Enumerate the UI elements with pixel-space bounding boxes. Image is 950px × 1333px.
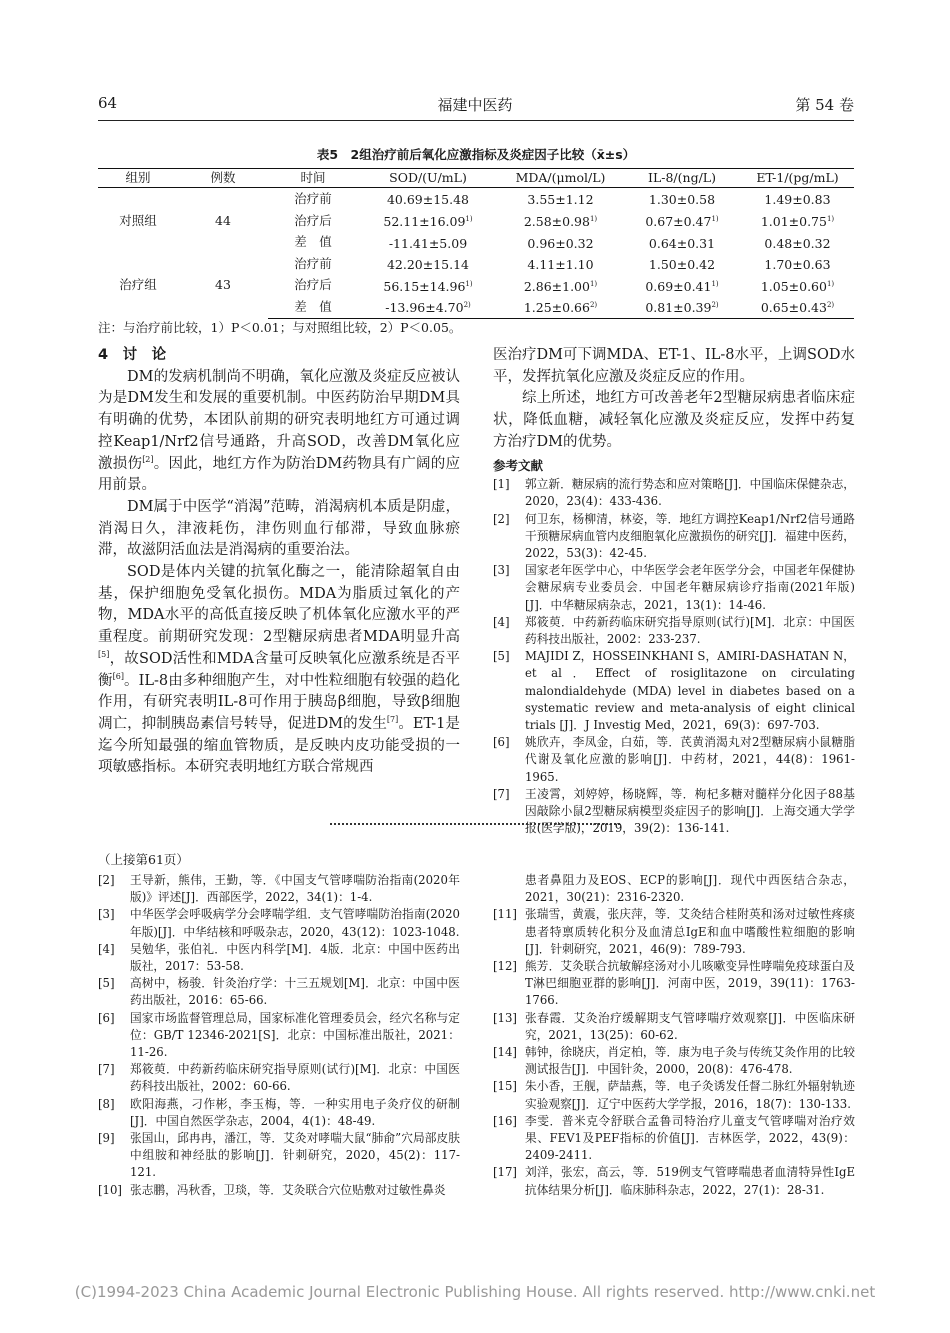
reference-text: 朱小香，王舰，萨喆燕，等．电子灸诱发任督二脉红外辐射轨迹实验观察[J]．辽宁中医药大学学报，2016，18(7)：130-133. (525, 1079, 855, 1111)
paragraph: SOD是体内关键的抗氧化酶之一，能清除超氧自由基，保护细胞免受氧化损伤。MDA为脂质过氧化的产物，MDA水平的高低直接反映了机体氧化应激水平的严重程度。前期研究发现：2型糖尿病患者MDA明显升高[5]，故SOD活性和MDA含量可反映氧化应激系统是否平衡[6]。IL-8由多种细胞产生，对中性粒细胞有较强的趋化作用，有研究表明IL-8可作用于胰岛β细胞，导致β细胞凋亡，抑制胰岛素信号转导，促进DM的发生[7]。ET-1是迄今所知最强的缩血管物质，是反映内皮功能受损的一项敏感指标。本研究表明地红方联合常规西 (98, 564, 461, 776)
table-row (98, 253, 854, 275)
il8-cell: $0.67\pm 0.47^{1)}$ (645, 214, 719, 230)
time-cell: 治疗前 (294, 255, 332, 271)
time-cell: 治疗前 (294, 190, 332, 206)
copyright-footer: (C)1994-2023 China Academic Journal Electronic Publishing House. All rights reserved. http://www.cnki.net (74, 1283, 876, 1301)
reference-item (493, 511, 855, 563)
reference-text: 王导新，熊伟，王勤，等．《中国支气管哮喘防治指南(2020年版)》评述[J]．西部医学，2022，34(1)：1-4. (130, 873, 460, 905)
time-cell: 差 值 (268, 296, 358, 318)
group-name: 治疗组 (119, 277, 157, 293)
reference-item (98, 1130, 460, 1182)
reference-item (98, 941, 460, 975)
reference-number: [2] (493, 511, 510, 526)
continuation-right-list (493, 872, 855, 1199)
mda-cell: 3.55±1.12 (527, 192, 594, 208)
reference-text: 张春霞．艾灸治疗缓解期支气管哮喘疗效观察[J]．中医临床研究，2021，13(25)：60-62. (525, 1010, 855, 1042)
header-et1: ET-1/(pg/mL) (741, 169, 854, 188)
reference-number: [11] (493, 907, 517, 922)
sod-cell: 40.69±15.48 (386, 192, 470, 208)
header-rule (98, 120, 854, 121)
header-group: 组别 (98, 169, 178, 188)
reference-number: [17] (493, 1165, 517, 1180)
mda-cell: $2.58\pm 0.98^{1)}$ (523, 214, 598, 230)
reference-item (493, 786, 855, 838)
reference-number: [9] (98, 1131, 115, 1146)
reference-text: 姚欣卉，李凤金，白茹，等．芪黄消渴丸对2型糖尿病小鼠糖脂代谢及氧化应激的影响[J]．中药材，2021，44(8)：1961-1965. (525, 735, 855, 784)
table-row (98, 188, 854, 210)
header-count: 例数 (178, 169, 268, 188)
sod-cell: $56.15\pm 14.96^{1)}$ (383, 278, 473, 294)
reference-text: 王凌霄，刘婷婷，杨晓辉，等．枸杞多糖对髓样分化因子88基因敲除小鼠2型糖尿病模型炎症因子的影响[J]．上海交通大学学报(医学版)，2019，39(2)：136-141. (525, 786, 855, 836)
reference-text: 李雯．普米克令舒联合孟鲁司特治疗儿童支气管哮喘对治疗效果、FEV1及PEF指标的价值[J]．吉林医学，2022，43(9)：2409-2411. (525, 1113, 855, 1163)
reference-text: 刘洋，张宏，高云，等．519例支气管哮喘患者血清特异性IgE抗体结果分析[J]．临床肺科杂志，2022，27(1)：28-31. (525, 1165, 855, 1197)
et1-cell: 0.48±0.32 (764, 235, 831, 251)
reference-text: 张志鹏，冯秋香，卫琰，等．艾灸联合穴位贴敷对过敏性鼻炎 (130, 1182, 446, 1197)
reference-text: 熊芳．艾灸联合抗敏解痉汤对小儿咳嗽变异性哮喘免疫球蛋白及T淋巴细胞亚群的影响[J]．河南中医，2019，39(11)：1763-1766. (525, 959, 855, 1008)
header-time: 时间 (268, 169, 358, 188)
il8-cell: $0.81\pm 0.39^{2)}$ (623, 296, 741, 318)
reference-text: 郭立新．糖尿病的流行势态和应对策略[J]．中国临床保健杂志，2020，23(4)：433-436. (525, 477, 855, 509)
reference-item (98, 975, 460, 1009)
group-name: 对照组 (119, 212, 157, 228)
paragraph: 医治疗DM可下调MDA、ET-1、IL-8水平，上调SOD水平，发挥抗氧化应激及炎症反应的作用。 (493, 347, 855, 385)
reference-number: [12] (493, 959, 517, 974)
reference-item (98, 1182, 460, 1199)
reference-item (98, 1096, 460, 1130)
reference-item (493, 1044, 855, 1078)
reference-text: 张瑞雪，黄震，张庆萍，等．艾灸结合桂附英和汤对过敏性疼痰患者特禀质转化积分及血清总IgE和血中嗜酸性粒细胞的影响[J]．针刺研究，2021，46(9)：789-793. (525, 907, 855, 956)
journal-name: 福建中医药 (437, 96, 513, 114)
reference-item (493, 958, 855, 1010)
reference-text: 吴勉华，张伯礼．中医内科学[M]．4版．北京：中国中医药出版社，2017：53-58. (130, 941, 460, 974)
group-count: 44 (215, 212, 231, 228)
et1-cell: 1.70±0.63 (764, 257, 831, 273)
reference-text: MAJIDI Z，HOSSEINKHANI S，AMIRI-DASHATAN N，et al．Effect of rosiglitazone on circulating malondialdehyde (MDA) level in diabetes based on a systematic review and meta-analysis of eight clinical trials [J]．J Investig Med，2021，69(3)：697-703. (525, 649, 855, 733)
reference-item (493, 1078, 855, 1112)
reference-number: [14] (493, 1045, 517, 1060)
reference-number: [5] (493, 649, 510, 664)
reference-item (493, 1010, 855, 1044)
section-divider (330, 823, 620, 825)
sod-cell: $52.11\pm 16.09^{1)}$ (383, 214, 473, 230)
paragraph: DM的发病机制尚不明确，氧化应激及炎症反应被认为是DM发生和发展的重要机制。中医药防治早期DM具有明确的优势，本团队前期的研究表明地红方可通过调控Keap1/Nrf2信号通路，升高SOD，改善DM氧化应激损伤[2]。因此，地红方作为防治DM药物具有广阔的应用前景。 (98, 368, 460, 494)
reference-item (98, 872, 460, 906)
et1-cell: $0.65\pm 0.43^{2)}$ (741, 296, 854, 318)
mda-cell: 0.96±0.32 (527, 235, 594, 251)
reference-number: [3] (493, 563, 510, 578)
il8-cell: 0.64±0.31 (648, 235, 716, 251)
header-il8: IL-8/(ng/L) (623, 169, 741, 188)
header-mda: MDA/(μmol/L) (498, 169, 623, 188)
il8-cell: 1.30±0.58 (648, 192, 716, 208)
reference-number: [13] (493, 1010, 517, 1025)
mda-cell: 4.11±1.10 (527, 257, 594, 273)
volume-label: 第 54 卷 (795, 96, 854, 114)
reference-number: [1] (493, 477, 510, 492)
group-count: 43 (215, 277, 231, 293)
reference-text: 欧阳海燕，刁作彬，李玉梅，等．一种实用电子灸疗仪的研制[J]．中国自然医学杂志，2004，4(1)：48-49. (130, 1096, 460, 1128)
table-caption: 表5 2组治疗前后氧化应激指标及炎症因子比较（x̄±s） (316, 147, 636, 162)
reference-item (98, 906, 460, 940)
reference-text: 郑筱萸．中药新药临床研究指导原则(试行)[M]．北京：中国医药科技出版社，2002：60-66. (130, 1062, 460, 1094)
continuation-left-list (98, 872, 460, 1199)
reference-number: [8] (98, 1096, 115, 1111)
reference-number: [3] (98, 907, 115, 922)
reference-item (493, 1113, 855, 1165)
reference-number: [5] (98, 976, 115, 991)
sod-cell: 42.20±15.14 (386, 257, 470, 273)
reference-item (493, 1164, 855, 1198)
reference-item (493, 614, 855, 648)
reference-number: [15] (493, 1079, 517, 1094)
discussion-left-column (98, 345, 460, 779)
reference-text: 何卫东，杨柳清，林姿，等．地红方调控Keap1/Nrf2信号通路干预糖尿病血管内皮细胞氧化应激损伤的研究[J]．福建中医药，2022，53(3)：42-45. (525, 511, 855, 561)
reference-item (493, 562, 855, 614)
reference-item (98, 1010, 460, 1062)
reference-number: [4] (98, 941, 115, 956)
reference-item (493, 734, 855, 786)
reference-number: [16] (493, 1113, 517, 1128)
data-table (98, 168, 854, 319)
header-sod: SOD/(U/mL) (358, 169, 498, 188)
reference-number: [10] (98, 1182, 122, 1197)
reference-item (493, 648, 855, 734)
sod-cell: -11.41±5.09 (388, 235, 468, 251)
paragraph: 综上所述，地红方可改善老年2型糖尿病患者临床症状，降低血糖，减轻氧化应激及炎症反应，发挥中药复方治疗DM的优势。 (493, 390, 855, 450)
et1-cell: $1.05\pm 0.60^{1)}$ (760, 278, 835, 294)
et1-cell: $1.01\pm 0.75^{1)}$ (760, 214, 835, 230)
reference-text: 国家市场监督管理总局，国家标准化管理委员会，经穴名称与定位：GB/T 12346-2021[S]．北京：中国标准出版社，2021：11-26. (130, 1010, 460, 1060)
reference-item (493, 906, 855, 958)
continuation-heading: （上接第61页） (98, 852, 189, 867)
reference-number: [2] (98, 873, 115, 887)
reference-item: 患者鼻阻力及EOS、ECP的影响[J]．现代中西医结合杂志，2021，30(21)：2316-2320. (525, 873, 855, 905)
reference-text: 韩钟，徐晓庆，肖定柏，等．康为电子灸与传统艾灸作用的比较测试报告[J]．中国针灸，2000，20(8)：476-478. (525, 1045, 855, 1077)
time-cell: 差 值 (294, 234, 332, 250)
reference-text: 高树中，杨骏．针灸治疗学：十三五规划[M]．北京：中国中医药出版社，2016：65-66. (130, 976, 460, 1008)
page-number: 64 (98, 94, 118, 112)
reference-number: [7] (98, 1062, 115, 1077)
mda-cell: $2.86\pm 1.00^{1)}$ (523, 278, 598, 294)
reference-number: [6] (493, 735, 510, 750)
reference-item (493, 476, 855, 510)
reference-number: [7] (493, 786, 510, 801)
reference-text: 中华医学会呼吸病学分会哮喘学组．支气管哮喘防治指南(2020年版)[J]．中华结核和呼吸杂志，2020，43(12)：1023-1048. (130, 907, 460, 939)
reference-text: 国家老年医学中心，中华医学会老年医学分会，中国老年保健协会糖尿病专业委员会．中国老年糖尿病诊疗指南(2021年版)[J]．中华糖尿病杂志，2021，13(1)：14-46. (525, 563, 855, 612)
et1-cell: 1.49±0.83 (764, 192, 831, 208)
il8-cell: 1.50±0.42 (648, 257, 716, 273)
time-cell: 治疗后 (294, 212, 332, 228)
reference-number: [4] (493, 614, 510, 629)
discussion-right-column (493, 345, 855, 837)
reference-item (98, 1061, 460, 1095)
mda-cell: $1.25\pm 0.66^{2)}$ (498, 296, 623, 318)
reference-text: 郑筱萸．中药新药临床研究指导原则(试行)[M]．北京：中国医药科技出版社，2002：233-237. (525, 614, 855, 647)
section-title: 4 讨 论 (98, 347, 167, 363)
reference-text: 张国山，邱冉冉，潘江，等．艾灸对哮喘大鼠“肺俞”穴局部皮肤中组胺和神经肽的影响[J]．针刺研究，2020，45(2)：117-121. (130, 1131, 460, 1180)
time-cell: 治疗后 (294, 277, 332, 293)
il8-cell: $0.69\pm 0.41^{1)}$ (645, 278, 719, 294)
references-list (493, 476, 855, 837)
paragraph: DM属于中医学“消渴”范畴，消渴病机本质是阴虚，消渴日久，津液耗伤，津伤则血行郁滞，导致血脉瘀滞，故滋阴活血法是消渴病的重要治法。 (98, 498, 460, 559)
reference-number: [6] (98, 1010, 115, 1025)
table-header-row (98, 169, 854, 188)
references-title: 参考文献 (493, 457, 544, 473)
table-note: 注：与治疗前比较，1）P＜0.01；与对照组比较，2）P＜0.05。 (98, 320, 462, 335)
sod-cell: $-13.96\pm 4.70^{2)}$ (358, 296, 498, 318)
